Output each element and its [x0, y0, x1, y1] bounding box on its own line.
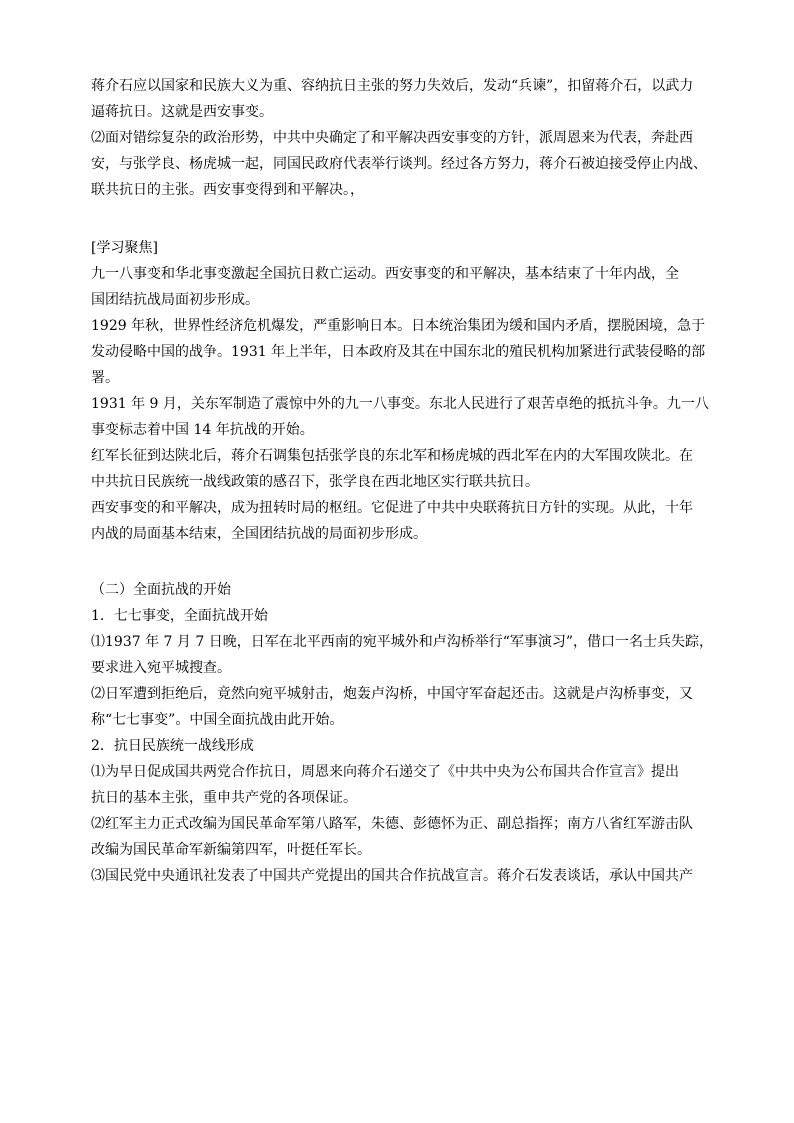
- text-line: 联共抗日的主张。西安事变得到和平解决。，: [91, 182, 364, 198]
- text-line: ⑴1937 年 7 月 7 日晚，日军在北平西南的宛平城外和卢沟桥举行“军事演习”，借口一名士兵失踪，: [91, 634, 714, 650]
- text-line: 西安事变的和平解决，成为扭转时局的枢纽。它促进了中共中央联蒋抗日方针的实现。从此，十年: [91, 500, 693, 516]
- section-heading: （二）全面抗战的开始: [91, 582, 231, 598]
- text-line: 红军长征到达陕北后，蒋介石调集包括张学良的东北军和杨虎城的西北军在内的大军围攻陕北。在: [91, 448, 693, 464]
- subsection-heading: 1．七七事变，全面抗战开始: [91, 608, 268, 624]
- text-line: 九一八事变和华北事变激起全国抗日救亡运动。西安事变的和平解决，基本结束了十年内战，全: [91, 266, 679, 282]
- text-line: 署。: [91, 370, 119, 386]
- text-line: 中共抗日民族统一战线政策的感召下，张学良在西北地区实行联共抗日。: [91, 474, 539, 490]
- subsection-heading: 2．抗日民族统一战线形成: [91, 738, 254, 754]
- text-line: 事变标志着中国 14 年抗战的开始。: [91, 422, 314, 438]
- text-line: 国团结抗战局面初步形成。: [91, 292, 259, 308]
- text-line: 蒋介石应以国家和民族大义为重、容纳抗日主张的努力失效后，发动“兵谏”，扣留蒋介石，以武力: [91, 78, 694, 94]
- text-line: ⑵面对错综复杂的政治形势，中共中央确定了和平解决西安事变的方针，派周恩来为代表，奔赴西: [91, 130, 693, 146]
- text-line: 逼蒋抗日。这就是西安事变。: [91, 104, 273, 120]
- paragraph-gap: [91, 548, 711, 578]
- text-line: ⑵日军遭到拒绝后，竟然向宛平城射击，炮轰卢沟桥，中国守军奋起还击。这就是卢沟桥事变，又: [91, 686, 693, 702]
- text-line: 称“七七事变”。中国全面抗战由此开始。: [91, 712, 344, 728]
- text-line: 安，与张学良、杨虎城一起，同国民政府代表举行谈判。经过各方努力，蒋介石被迫接受停止内战、: [91, 156, 707, 172]
- text-line: 1929 年秋，世界性经济危机爆发，严重影响日本。日本统治集团为缓和国内矛盾，摆脱困境，急于: [91, 318, 706, 334]
- section-heading: [学习聚焦]: [91, 240, 158, 256]
- text-line: ⑴为早日促成国共两党合作抗日，周恩来向蒋介石递交了《中共中央为公布国共合作宣言》提出: [91, 764, 679, 780]
- text-line: 发动侵略中国的战争。1931 年上半年，日本政府及其在中国东北的殖民机构加紧进行武装侵略的部: [91, 344, 706, 360]
- text-line: 要求进入宛平城搜查。: [91, 660, 231, 676]
- text-line: 抗日的基本主张，重申共产党的各项保证。: [91, 790, 357, 806]
- text-line: 1931 年 9 月，关东军制造了震惊中外的九一八事变。东北人民进行了艰苦卓绝的抵抗斗争。九一八: [91, 396, 709, 412]
- paragraph-gap: [91, 204, 711, 236]
- text-line: 内战的局面基本结束，全国团结抗战的局面初步形成。: [91, 526, 427, 542]
- document-page: [91, 74, 714, 890]
- text-line: ⑵红军主力正式改编为国民革命军第八路军，朱德、彭德怀为正、副总指挥；南方八省红军游击队: [91, 816, 693, 832]
- text-line: ⑶国民党中央通讯社发表了中国共产党提出的国共合作抗战宣言。蒋介石发表谈话，承认中国共产: [91, 868, 693, 884]
- text-line: 改编为国民革命军新编第四军，叶挺任军长。: [91, 842, 371, 858]
